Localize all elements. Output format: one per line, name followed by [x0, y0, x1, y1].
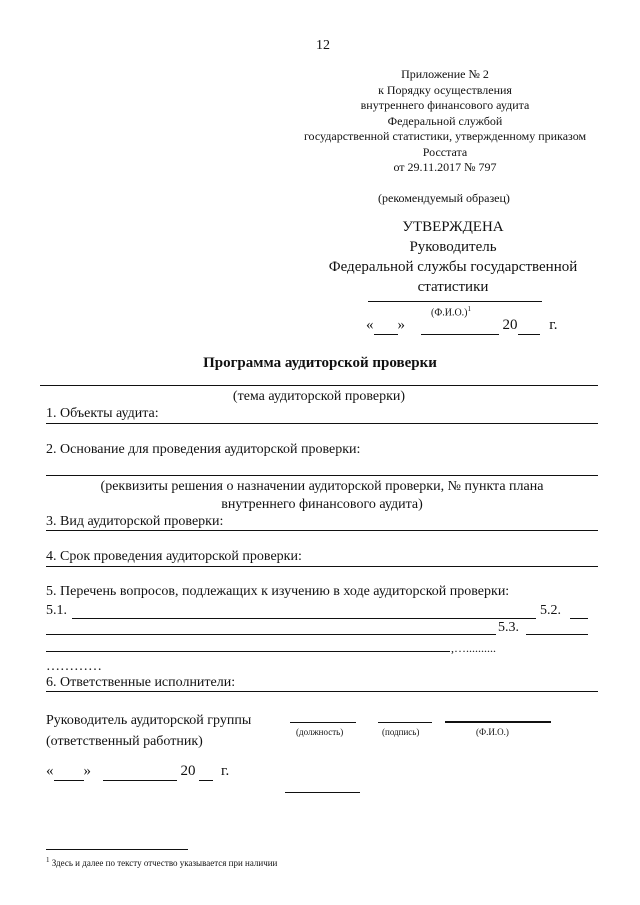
section-type: 3. Вид аудиторской проверки:	[46, 514, 224, 529]
day-blank	[374, 317, 398, 335]
section-basis: 2. Основание для проведения аудиторской проверки:	[46, 442, 361, 457]
stamp-line	[285, 792, 360, 793]
approval-line: Руководитель	[409, 239, 497, 255]
question-5-3-label: 5.3.	[498, 620, 519, 635]
signature-date: « » 20 г.	[46, 763, 230, 779]
section-term: 4. Срок проведения аудиторской проверки:	[46, 549, 302, 564]
appendix-line: к Порядку осуществления	[378, 82, 512, 97]
topic-line	[40, 385, 598, 386]
year-blank	[199, 763, 213, 781]
approval-date: « » 20 г.	[366, 317, 558, 333]
approval-block	[318, 217, 588, 297]
year-blank	[518, 317, 540, 335]
approval-line: статистики	[417, 279, 489, 295]
page-number: 12	[316, 38, 330, 53]
approval-line: Федеральной службы государственной	[328, 259, 578, 275]
month-blank	[421, 317, 499, 335]
question-5-2-line	[570, 618, 588, 619]
section-type-line	[46, 530, 598, 531]
question-line	[46, 634, 496, 635]
question-more-inline: ,…..........	[451, 641, 496, 655]
appendix-line: Приложение № 2	[401, 67, 489, 81]
signature-label: (подпись)	[382, 727, 420, 737]
footnote-mark: 1	[467, 305, 472, 313]
position-line	[290, 722, 356, 723]
footnote-separator	[46, 849, 188, 850]
question-5-1-line	[72, 618, 536, 619]
day-blank	[54, 763, 84, 781]
appendix-line: от 29.11.2017 № 797	[393, 160, 497, 174]
section-objects: 1. Объекты аудита:	[46, 406, 159, 421]
approval-fio-line	[368, 301, 542, 302]
question-5-2-label: 5.2.	[540, 603, 561, 618]
signature-line	[378, 722, 432, 723]
program-title: Программа аудиторской проверки	[203, 355, 437, 371]
approval-title: УТВЕРЖДЕНА	[402, 219, 504, 235]
section-executors: 6. Ответственные исполнители:	[46, 675, 236, 690]
signature-role: Руководитель аудиторской группы (ответственный работник)	[46, 713, 252, 749]
signer-fio-label: (Ф.И.О.)	[476, 727, 509, 737]
month-blank	[103, 763, 177, 781]
appendix-line: Росстата	[422, 144, 468, 159]
question-line	[46, 651, 450, 652]
question-5-3-line	[526, 634, 588, 635]
footnote: $^1$ Здесь и далее по тексту отчество указывается при наличии	[46, 856, 278, 868]
appendix-line: внутреннего финансового аудита	[360, 98, 530, 112]
section-executors-line	[46, 691, 598, 692]
appendix-line: Федеральной службой	[387, 113, 503, 128]
signer-fio-line	[445, 721, 551, 723]
section-questions: 5. Перечень вопросов, подлежащих к изучению в ходе аудиторской проверки:	[46, 584, 510, 599]
question-5-1-label: 5.1.	[46, 603, 67, 618]
appendix-block	[250, 67, 640, 176]
question-more: …………	[46, 659, 102, 674]
appendix-line: государственной статистики, утвержденному приказом	[303, 129, 587, 143]
section-basis-line	[46, 475, 598, 476]
section-objects-line	[46, 423, 598, 424]
sample-note: (рекомендуемый образец)	[378, 191, 510, 205]
position-label: (должность)	[296, 727, 344, 737]
section-term-line	[46, 566, 598, 567]
approval-fio-label: $(Ф.И.О.)^1$	[431, 305, 472, 319]
section-basis-caption: (реквизиты решения о назначении аудиторской проверки, № пункта плана внутреннего финансового аудита)	[100, 479, 544, 512]
topic-caption: (тема аудиторской проверки)	[232, 389, 406, 404]
